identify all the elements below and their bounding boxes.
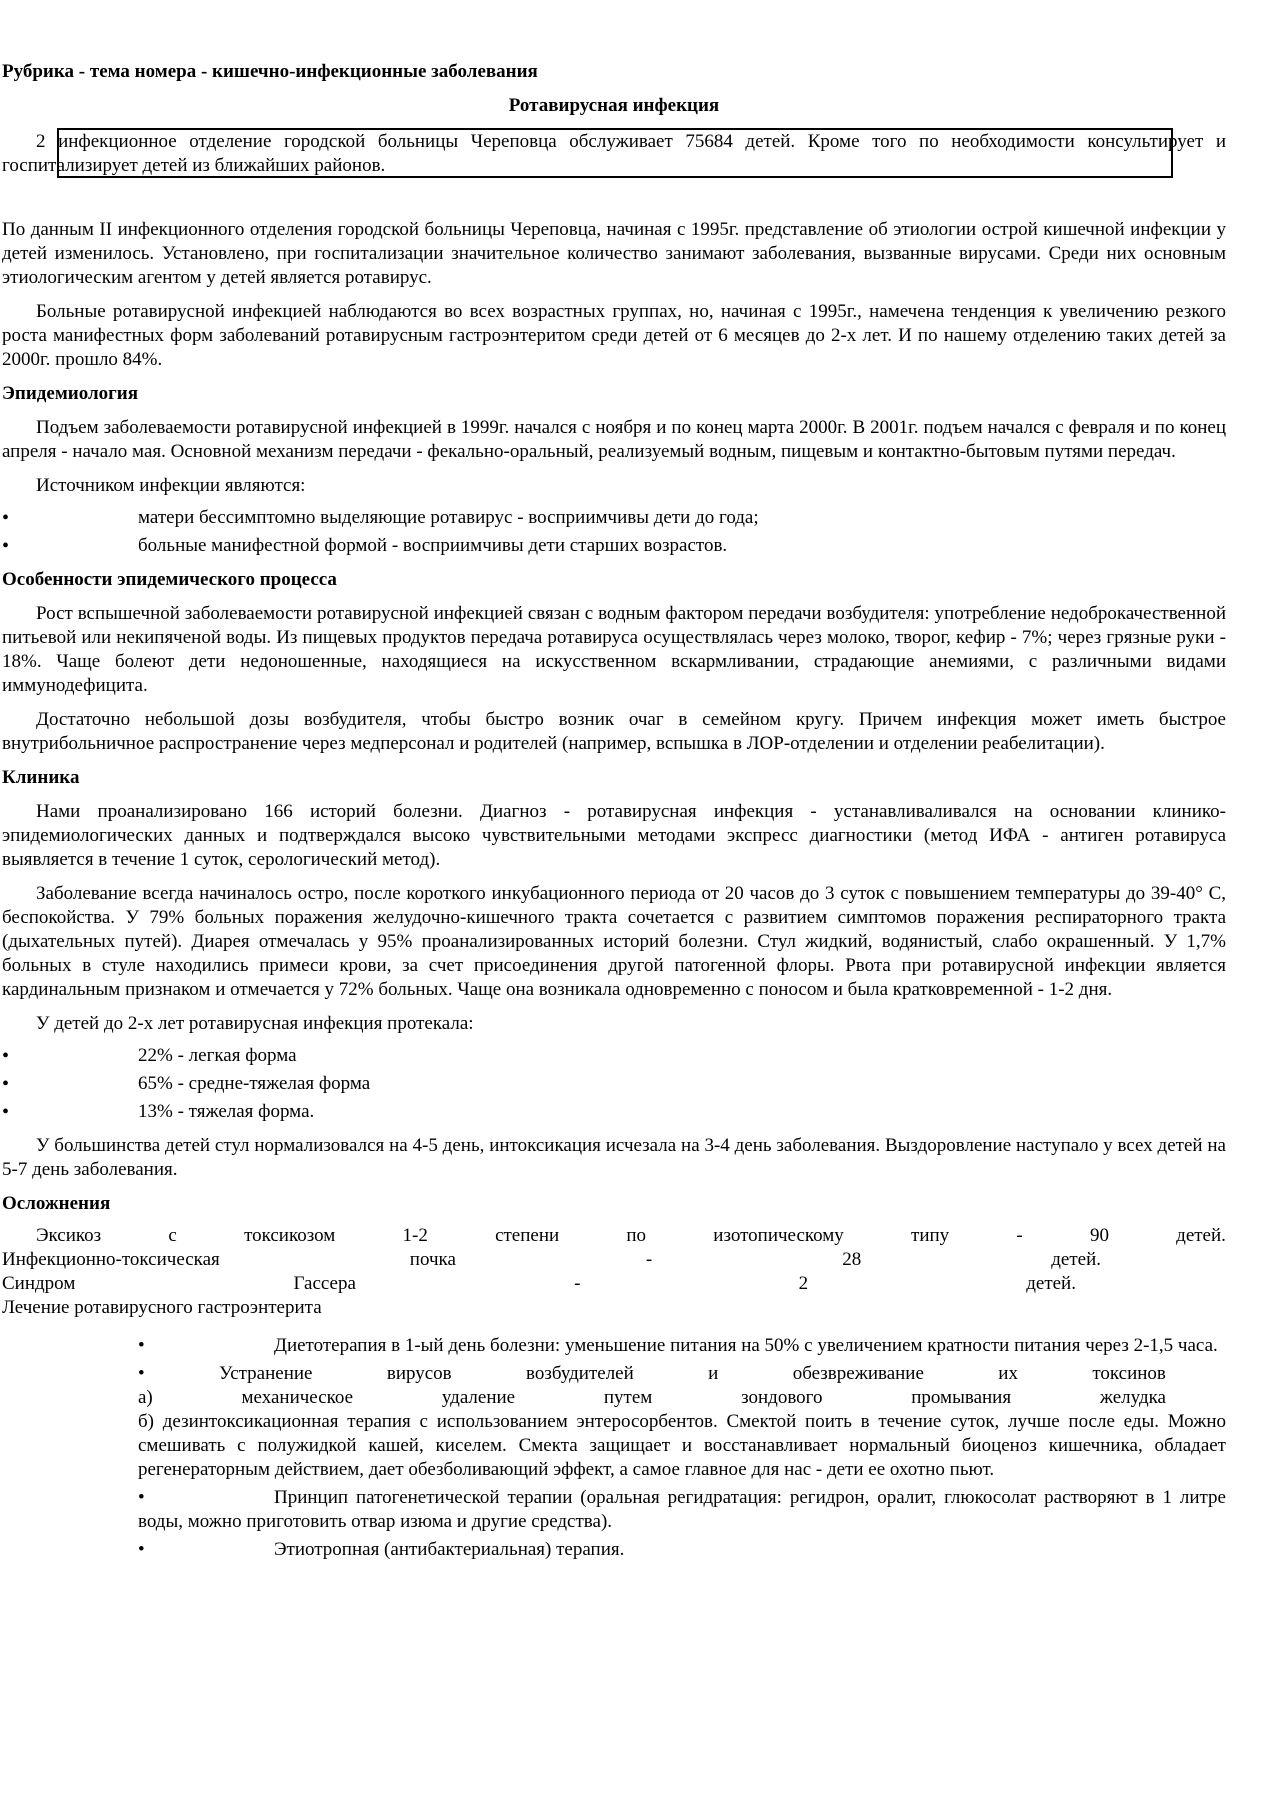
word: почка (409, 1249, 456, 1270)
bullet-icon: • (138, 1539, 145, 1560)
list-item (2, 506, 1226, 530)
list-item (2, 1538, 1226, 1562)
word: - (1016, 1225, 1023, 1246)
word: зондового (741, 1387, 823, 1408)
list-item (2, 534, 1226, 558)
intro-paragraph-1: По данным II инфекционного отделения городской больницы Череповца, начиная с 1995г. представление об этиологии острой кишечной инфекции у детей изменилось. Установлено, при госпитализации значительное количество занимают заболевания, вызванные вирусами. Среди них основным этиологическим агентом у детей является ротавирус. (2, 219, 1226, 288)
section-heading-clinic: Клиника (2, 767, 80, 788)
clinic-paragraph-3: У детей до 2-х лет ротавирусная инфекция протекала: (36, 1013, 474, 1034)
word: желудка (1099, 1387, 1166, 1408)
section-heading-epidemiology: Эпидемиология (2, 383, 138, 404)
word: вирусов (386, 1363, 452, 1384)
word: удаление (441, 1387, 516, 1408)
bullet-icon: • (2, 1045, 10, 1067)
list-item (2, 1100, 1226, 1124)
word: типу (911, 1225, 950, 1246)
word: Гассера (293, 1273, 356, 1294)
article-title: Ротавирусная инфекция (508, 95, 720, 116)
list-item-text: больные манифестной формой - восприимчивы дети старших возрастов. (138, 535, 728, 556)
word: механическое (241, 1387, 354, 1408)
word: Устранение (219, 1363, 313, 1384)
list-item-text: 13% - тяжелая форма. (138, 1101, 315, 1122)
word: с (168, 1225, 177, 1246)
list-item-text: 22% - легкая форма (138, 1045, 297, 1066)
list-item (2, 1362, 1226, 1482)
word: а) (138, 1387, 153, 1408)
bullet-icon: • (138, 1487, 145, 1508)
word: детей. (1176, 1225, 1226, 1246)
list-item-text: матери бессимптомно выделяющие ротавирус - восприимчивы дети до года; (138, 507, 759, 528)
bullet-icon: • (138, 1335, 145, 1356)
word: Эксикоз (36, 1225, 102, 1246)
word: промывания (911, 1387, 1012, 1408)
word: возбудителей (526, 1363, 634, 1384)
complication-line-2 (2, 1248, 1226, 1272)
treatment-item2-a (138, 1386, 1226, 1410)
word: - (645, 1249, 653, 1270)
word: и (708, 1363, 719, 1384)
clinic-paragraph-2: Заболевание всегда начиналось остро, после короткого инкубационного периода от 20 часов до 3 суток с повышением температуры до 39-40° С, беспокойства. У 79% больных поражения желудочно-кишечного тракта сочетается с развитием симптомов поражения респираторного тракта (дыхательных путей). Диарея отмечалась у 95% проанализированных историй болезни. Стул жидкий, водянистый, слабо окрашенный. У 1,7% больных в стуле находились примеси крови, за счет присоединения другой патогенной флоры. Рвота при ротавирусной инфекции является кардинальным признаком и отмечается у 72% больных. Чаще она возникала одновременно с поносом и была кратковременной - 1-2 дня. (2, 883, 1226, 1000)
bullet-icon: • (2, 535, 10, 557)
clinic-paragraph-1: Нами проанализировано 166 историй болезни. Диагноз - ротавирусная инфекция - устанавливаливался на основании клинико-эпидемиологических данных и подтверждался высоко чувствительными методами экспресс диагностики (метод ИФА - антиген ротавируса выявляется в течение 1 суток, серологический метод). (2, 801, 1226, 870)
list-item (2, 1044, 1226, 1068)
process-paragraph-1: Рост вспышечной заболеваемости ротавирусной инфекцией связан с водным фактором передачи возбудителя: употребление недоброкачественной питьевой или некипяченой воды. Из пищевых продуктов передача ротавируса осуществлялась через молоко, творог, кефир - 7%; через грязные руки - 18%. Чаще болеют дети недоношенные, находящиеся на искусственном вскармливании, страдающие анемиями, с различными видами иммунодефицита. (2, 603, 1226, 696)
process-paragraph-2: Достаточно небольшой дозы возбудителя, чтобы быстро возник очаг в семейном кругу. Причем инфекция может иметь быстрое внутрибольничное распространение через медперсонал и родителей (например, вспышка в ЛОР-отделении и отделении реабелитации). (2, 709, 1226, 754)
boxed-note (2, 130, 1226, 178)
bullet-icon: • (2, 507, 10, 529)
list-item-text: 65% - средне-тяжелая форма (138, 1073, 371, 1094)
word: степени (495, 1225, 560, 1246)
epidemiology-paragraph-1: Подъем заболеваемости ротавирусной инфекцией в 1999г. начался с ноября и по конец марта 2000г. В 2001г. подъем начался с февраля и по конец апреля - начало мая. Основной механизм передачи - фекально-оральный, реализуемый водным, пищевым и контактно-бытовым путями передач. (2, 417, 1226, 462)
word: 1-2 (402, 1225, 428, 1246)
intro-paragraph-2: Больные ротавирусной инфекцией наблюдаются во всех возрастных группах, но, начиная с 1995г., намечена тенденция к увеличению резкого роста манифестных форм заболеваний ротавирусным гастроэнтеритом среди детей от 6 месяцев до 2-х лет. И по нашему отделению таких детей за 2000г. прошло 84%. (2, 301, 1226, 370)
bullet-icon: • (2, 1073, 10, 1095)
list-item-text: Этиотропная (антибактериальная) терапия. (274, 1539, 625, 1560)
word: Синдром (2, 1273, 76, 1294)
section-heading-process: Особенности эпидемического процесса (2, 569, 337, 590)
treatment-heading: Лечение ротавирусного гастроэнтерита (2, 1297, 322, 1318)
list-item-text: Диетотерапия в 1-ый день болезни: уменьшение питания на 50% с увеличением кратности питания через 2-1,5 часа. (274, 1335, 1218, 1356)
bullet-icon: • (2, 1101, 10, 1123)
word: по (626, 1225, 647, 1246)
clinic-paragraph-4: У большинства детей стул нормализовался на 4-5 день, интоксикация исчезала на 3-4 день заболевания. Выздоровление наступало у всех детей на 5-7 день заболевания. (2, 1135, 1226, 1180)
word: детей. (1051, 1249, 1101, 1270)
forms-list (2, 1044, 1226, 1124)
treatment-item2-b: б) дезинтоксикационная терапия с использованием энтеросорбентов. Смектой поить в течение суток, лучше после еды. Можно смешивать с полужидкой кашей, киселем. Смекта защищает и восстанавливает нормальный биоценоз кишечника, обладает регенераторным действием, дает обезболивающий эффект, а самое главное для нас - дети ее охотно пьют. (138, 1411, 1226, 1480)
treatment-list (2, 1334, 1226, 1562)
list-item (2, 1334, 1226, 1358)
word: детей. (1026, 1273, 1076, 1294)
word: - (574, 1273, 581, 1294)
word: токсинов (1092, 1363, 1166, 1384)
word: Инфекционно-токсическая (2, 1249, 220, 1270)
list-item (2, 1072, 1226, 1096)
word: 2 (798, 1273, 809, 1294)
section-heading-complications: Осложнения (2, 1193, 111, 1214)
word: путем (603, 1387, 653, 1408)
sources-list (2, 506, 1226, 558)
epidemiology-paragraph-2: Источником инфекции являются: (36, 475, 306, 496)
word: обезвреживание (792, 1363, 924, 1384)
complications-block (2, 1224, 1226, 1320)
list-item (2, 1486, 1226, 1534)
list-item-text: Принцип патогенетической терапии (оральная регидратация: регидрон, оралит, глюкосолат растворяют в 1 литре воды, можно приготовить отвар изюма и другие средства). (138, 1487, 1226, 1532)
complication-line-3 (2, 1272, 1226, 1296)
word: 28 (842, 1249, 862, 1270)
bullet-icon: • (138, 1363, 145, 1384)
word: 90 (1089, 1225, 1109, 1246)
document-page (2, 0, 1226, 1566)
word: их (998, 1363, 1018, 1384)
rubric-line: Рубрика - тема номера - кишечно-инфекционные заболевания (2, 61, 538, 82)
word: токсикозом (244, 1225, 336, 1246)
boxed-note-text: 2 инфекционное отделение городской больницы Череповца обслуживает 75684 детей. Кроме того по необходимости консультирует и госпитализирует детей из ближайших районов. (2, 131, 1226, 176)
word: изотопическому (713, 1225, 844, 1246)
complication-line-1 (2, 1224, 1226, 1248)
treatment-item2-line (138, 1362, 1226, 1386)
